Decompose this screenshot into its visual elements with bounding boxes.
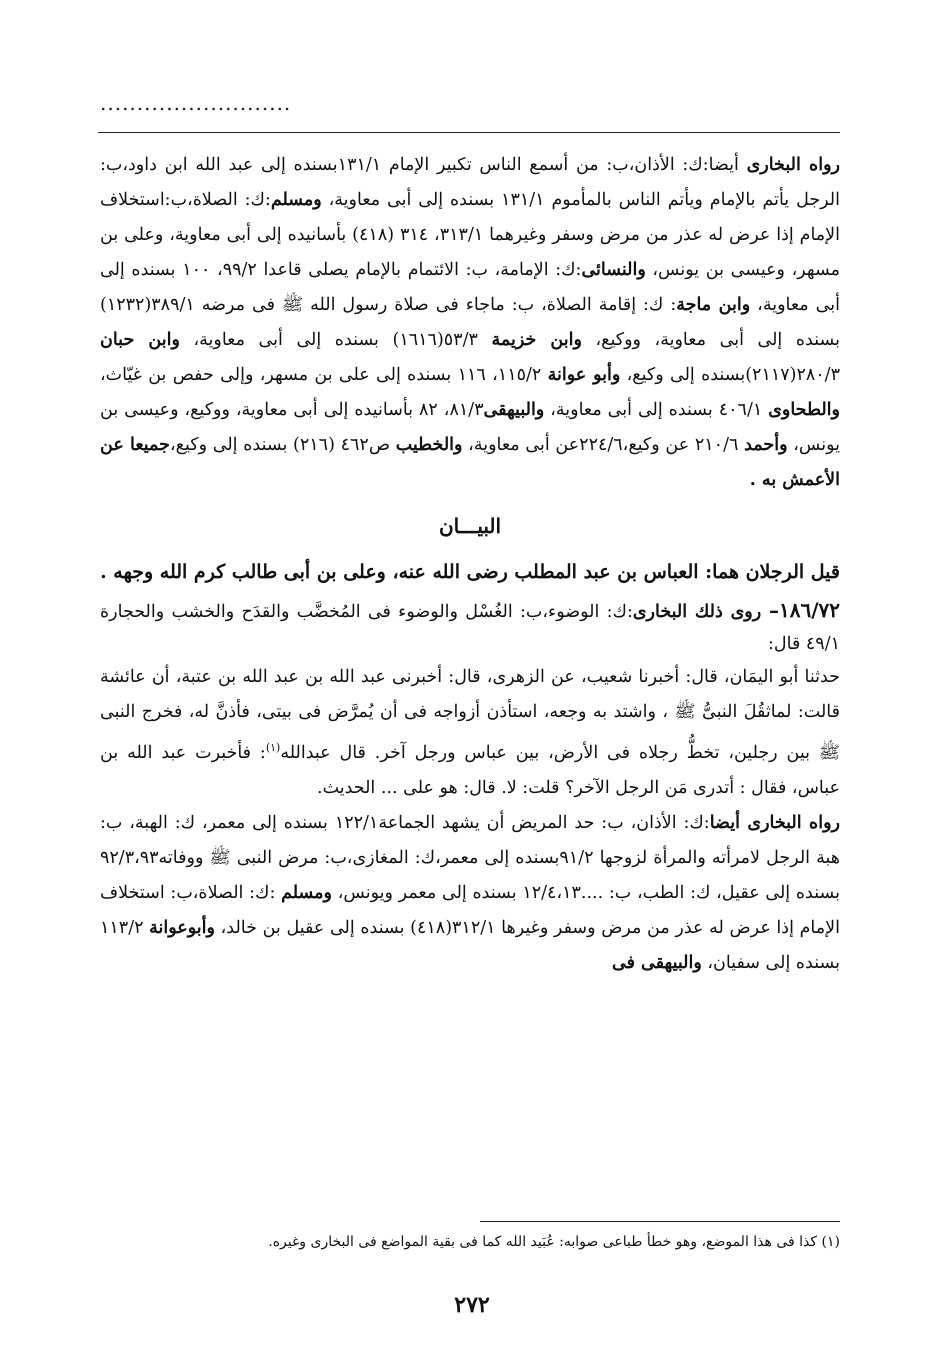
source-khatib: والخطيب (395, 435, 463, 455)
text-run: :ك: الصلاة،ب:استخلاف الإمام إذا عرض له عذر من مرض وسفر وغيرهما ٣١٣/١، ٣١٤ (٤١٨) بأسانيده إلى أبى معاوية، وعلى بن مسهر، وعيسى بن يونس، (100, 190, 841, 280)
footnote-marker[interactable]: (١) (265, 741, 281, 754)
text-run: : ك: إقامة الصلاة، ب: ماجاء فى صلاة رسول الله ﷺ فى مرضه ٣٨٩/١(١٢٣٢) بسنده إلى أبى معاوية، ووكيع، (100, 295, 840, 350)
source-bukhari: رواه البخارى (746, 155, 840, 175)
source-ibn-majah: وابن ماجة (676, 295, 751, 315)
text-run: ١١٥/٢، ١١٦ بسنده إلى على بن مسهر، وإلى حفص بن غيّاث، (100, 365, 548, 385)
source-nasai: والنسائى (581, 260, 646, 280)
source-ibn-khuzaymah: وابن خزيمة (491, 330, 582, 350)
source-muslim: ومسلم (270, 190, 322, 210)
takhrij-paragraph-1 (100, 148, 840, 498)
source-bukhari: رواه البخارى أيضا (709, 812, 840, 833)
text-run: ٤٠٦/١ بسنده إلى أبى معاوية، (544, 400, 769, 420)
top-rule (98, 132, 840, 133)
text-run: ١١٣/٢ بسنده إلى سفيان، (100, 917, 840, 973)
takhrij-paragraph-2 (100, 806, 840, 981)
text-run: :ك: الأذان، ب: حد المريض أن يشهد الجماعة١٢٢/١ بسنده إلى معمر، ك: الهبة، ب: هبة الرجل لامرأته والمرأة لزوجها ٩١/٢بسنده إلى معمر،ك: المغازى،ب: مرض النبى ﷺ ووفاته٩٢/٣،٩٣ بسنده إلى عقيل، ك: الطب، ب: ....١٢/٤،١٣ بسنده إلى معمر ويونس، (100, 812, 841, 903)
section-heading: البيـــان (438, 514, 502, 538)
text-run: ٢١٠/٦ عن وكيع،٢٢٤/٦عن أبى معاوية، (462, 435, 745, 455)
source-ibn-hibban: وابن حبان (100, 330, 180, 350)
source-ahmad: وأحمد (744, 435, 788, 455)
header-dots: .......................... (100, 91, 292, 115)
source-abu-awanah: وأبو عوانة (547, 365, 621, 385)
source-bayhaqi: والبيهقى فى (612, 952, 702, 973)
hadith-header (100, 594, 840, 660)
footnote: (١) كذا فى هذا الموضع، وهو خطأ طباعى صوابه: عُبَيد الله كما فى بقية المواضع فى البخارى وغيره. (268, 1234, 840, 1250)
page-content (100, 148, 840, 981)
text-run: : فأخبرت عبد الله بن عباس، فقال : أتدرى مَن الرجل الآخر؟ قلت: لا. قال: هو على ... الحديث. (100, 742, 840, 798)
source-bayhaqi: والبيهقى (483, 400, 545, 420)
text-run: حدثنا أبو اليمَان، قال: أخبرنا شعيب، عن الزهرى، قال: أخبرنى عبد الله بن عبد الله بن عتبة، أن عائشة قالت: لماثقُلَ النبىُّ ﷺ ، واشتد به وجعه، استأذن أزواجه فى أن يُمرَّض فى بيتى، فأذنَّ له، فخرج النبى ﷺ بين رجلين، تخطُّ رجلاه فى الأرض، بين عباس ورجل آخر. قال عبدالله (100, 667, 841, 763)
text-run: ٨١/٣، ٨٢ بأسانيده إلى أبى معاوية، ووكيع، وعيسى بن يونس، (100, 400, 840, 455)
footnote-rule (480, 1221, 840, 1222)
source-tahawi: والطحاوى (768, 400, 840, 420)
hadith-text (100, 660, 840, 806)
hadith-source: روى ذلك البخارى (632, 602, 769, 622)
page-number: ٢٧٢ (454, 1292, 490, 1318)
text-run: :ك: الصلاة،ب: استخلاف الإمام إذا عرض له عذر من مرض وسفر وغيرها ٣١٢/١(٤١٨) بسنده إلى عقيل بن خالد، (100, 882, 840, 938)
text-run: أيضا:ك: الأذان،ب: من أسمع الناس تكبير الإمام ١٣١/١بسنده إلى عبد الله ابن داود،ب: الرجل يأتم بالإمام ويأتم الناس بالمأموم ١٣١/١ بسنده إلى أبى معاوية، (100, 155, 841, 210)
text-run: ص٤٦٢ (٢١٦) بسنده إلى وكيع، (170, 435, 396, 455)
text-run: :ك: الوضوء،ب: الغُسْل والوضوء فى المُخضَّب والقدَح والخشب والحجارة ٤٩/١ قال: (100, 602, 840, 654)
text-run: ٥٣/٣(١٦١٦) بسنده إلى أبى معاوية، (179, 330, 492, 350)
text-run: :ك: الإمامة، ب: الائتمام بالإمام يصلى قاعدا ٩٩/٢، ١٠٠ بسنده إلى أبى معاوية، (100, 260, 840, 315)
closing-note: جميعا عن الأعمش به . (100, 435, 840, 490)
source-abu-awanah: وأبوعوانة (149, 917, 215, 938)
source-muslim: ومسلم (281, 882, 332, 903)
explanation-paragraph: قيل الرجلان هما: العباس بن عبد المطلب رضى الله عنه، وعلى بن أبى طالب كرم الله وجهه . (100, 561, 840, 583)
hadith-number: ١٨٦/٧٢– (768, 598, 840, 622)
text-run: ٢٨٠/٣(٢١١٧)بسنده إلى وكيع، (620, 365, 840, 385)
